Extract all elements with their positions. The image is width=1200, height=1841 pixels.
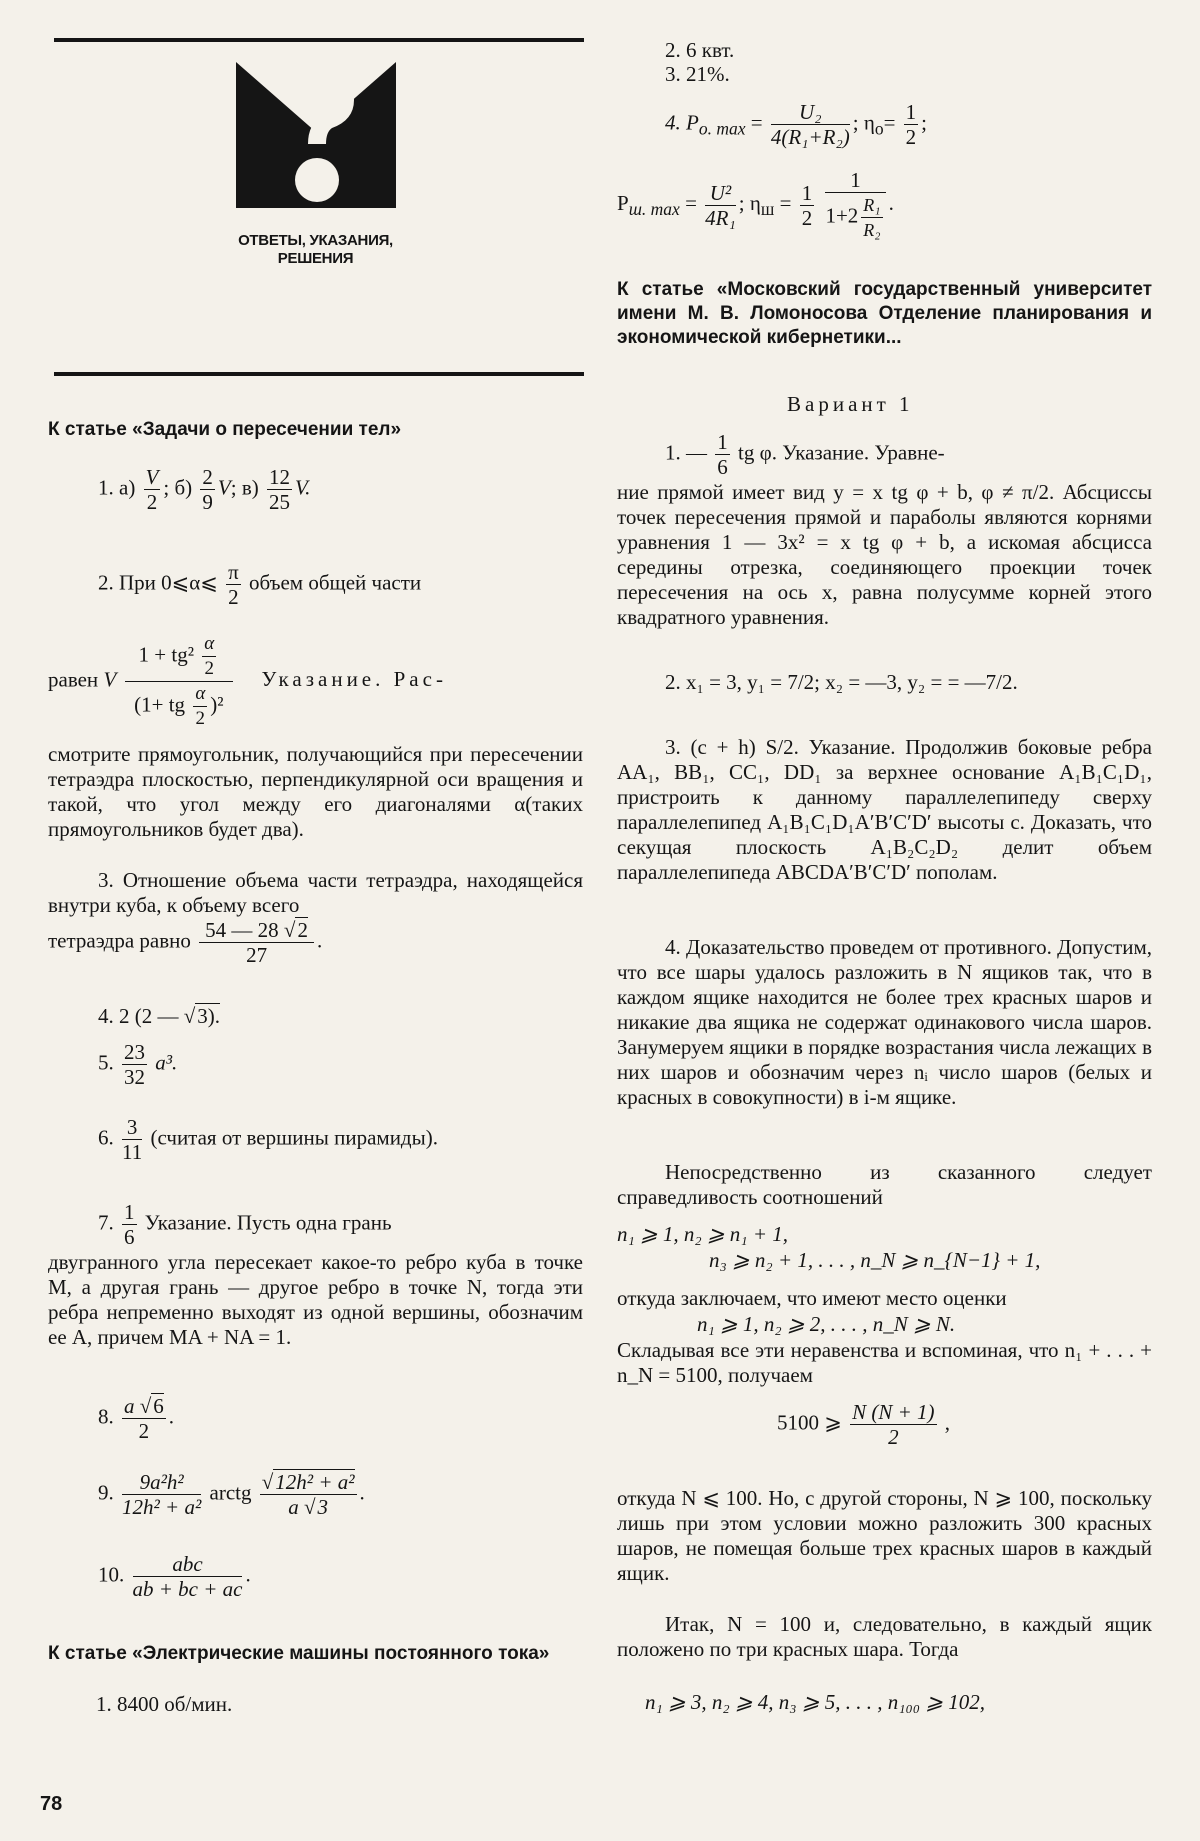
main-inequality: [777, 1400, 1147, 1449]
section-logo: [48, 62, 583, 213]
fraction-num: 1: [717, 430, 728, 454]
answer-4-sqrt: 3).: [197, 1004, 221, 1028]
fraction-den: 27: [246, 943, 268, 967]
answer-7-num: 7.: [98, 1210, 114, 1235]
big-right: ,: [944, 1410, 951, 1435]
fraction-den: 4(R₁+R₂): [770, 125, 850, 149]
e5-eta: ; η: [738, 190, 761, 215]
answer-5-b: a³.: [155, 1050, 178, 1075]
answer-8-num: 8.: [98, 1404, 114, 1429]
fraction: [193, 682, 207, 731]
fraction-num: 1: [825, 168, 885, 193]
num-a: 54 — 28: [205, 918, 279, 942]
fraction-num: π: [228, 560, 239, 584]
fraction: [122, 1200, 137, 1249]
fraction: [260, 1470, 357, 1519]
top-rule-left: [54, 38, 584, 42]
electric-answer-2: 2. 6 квт.: [665, 38, 735, 62]
e5-eta-sub: ш: [760, 199, 775, 219]
v1-a: 1. —: [665, 440, 707, 465]
variant-answer-4-b: Непосредственно из сказанного следует справедливость соотношений: [617, 1160, 1152, 1209]
inequality-3: n₁ ⩾ 1, n₂ ⩾ 2, . . . , n_N ⩾ N.: [697, 1312, 956, 1336]
answer-1-v2: V.: [295, 475, 311, 500]
fraction-num: U₂: [771, 100, 850, 125]
answer-3-formula: тетраэдра равно $\frac{54 — 28 √2}{27}$ .: [48, 918, 323, 967]
fraction-num: 1: [905, 100, 917, 124]
answer-2-ravno: равен: [48, 667, 99, 692]
e5-p: P: [617, 190, 629, 215]
fraction-num: 3: [122, 1115, 142, 1140]
big-fraction-den: [125, 682, 234, 731]
inequality-2: n₃ ⩾ n₂ + 1, . . . , n_N ⩾ n_{N−1} + 1,: [709, 1248, 1041, 1272]
fraction-den: 2: [204, 658, 214, 679]
fraction-den: 25: [269, 490, 290, 514]
section-rule-left: [54, 372, 584, 376]
fraction-den: 2: [801, 205, 813, 230]
variant-answer-4: 4. Доказательство проведем от противного. Допустим, что все шары удалось разложить в N ящиков так, что в каждом ящике находится не более трех красных шаров и никакие два ящика не содержат одинакового числа шаров. Занумеруем ящики в порядке возрастания числа лежащих в них шаров и обозначим через nᵢ число шаров (белых и красных в совокупности) в i-м ящике.: [617, 935, 1152, 1109]
section-title-msu: К статье «Московский государственный университет имени М. В. Ломоносова Отделение планирования и экономической кибернетики...: [617, 279, 1152, 348]
fraction: [122, 1040, 147, 1089]
fraction-num: 54 — 28 √2: [199, 918, 314, 943]
variant-answer-4-d: Складывая все эти неравенства и вспоминая, что n₁ + . . . + n_N = 5100, получаем: [617, 1338, 1152, 1387]
answer-7-body: двугранного угла пересекает какое-то ребро куба в точке M, а другая грань — другое ребро в точке N, тогда эти ребра непременно выходят из одной вершины, обозначим ее A, причем MA + NA = 1.: [48, 1250, 583, 1349]
section-title-intersections: К статье «Задачи о пересечении тел»: [48, 419, 402, 440]
answer-2-formula: [48, 632, 583, 731]
fraction-num: 1: [801, 180, 813, 205]
variant-answer-2: 2. x₁ = 3, y₁ = 7/2; x₂ = —3, y₂ = = —7/2.: [665, 670, 1018, 694]
fraction: [267, 465, 292, 514]
fraction: [705, 181, 736, 230]
answer-7-b: Указание. Пусть одна грань: [144, 1210, 392, 1235]
fraction: [771, 100, 850, 149]
e4-sub: o. max: [698, 118, 746, 139]
fraction: [122, 1394, 166, 1443]
answer-6-num: 6.: [98, 1125, 114, 1150]
answer-3-left: тетраэдра равно: [48, 928, 191, 953]
fraction: [122, 1470, 201, 1519]
answer-7: [98, 1200, 583, 1249]
fraction-den: 2: [138, 1419, 150, 1443]
fraction: [800, 181, 815, 230]
fraction-den: 32: [124, 1065, 145, 1089]
question-mark-logo-icon: [236, 62, 396, 208]
inequality-4: n₁ ⩾ 3, n₂ ⩾ 4, n₃ ⩾ 5, . . . , n₁₀₀ ⩾ 102,: [645, 1690, 985, 1714]
num-sqrt: 2: [297, 918, 308, 942]
fraction-num: α: [202, 632, 216, 657]
den-a: a: [288, 1495, 299, 1519]
answer-1-c: ; в): [230, 475, 259, 500]
answer-5-num: 5.: [98, 1050, 114, 1075]
variant-answer-4-c: откуда заключаем, что имеют место оценки: [617, 1286, 1007, 1310]
fraction: [715, 430, 730, 479]
answer-4: 4. 2 (2 — √3).: [98, 1004, 221, 1028]
num-a: a: [124, 1394, 135, 1418]
fraction-num: R₁: [861, 193, 882, 218]
electric-answer-1: 1. 8400 об/мин.: [96, 1692, 233, 1716]
variant-answer-1-body: ние прямой имеет вид y = x tg φ + b, φ ≠ π/2. Абсциссы точек пересечения прямой и параболы являются корнями уравнения 1 — 3x² = x tg φ + b, а искомая абсцисса середины отрезка, соединяющего проекции точек пересечения на ось x, равна полусумме корней этого квадратного уравнения.: [617, 480, 1152, 629]
answer-4-a: 4. 2 (2 —: [98, 1004, 179, 1028]
num-sqrt: 6: [153, 1394, 164, 1418]
answer-2-v: V: [103, 667, 117, 692]
answer-2-start: 2. При 0⩽α⩽: [98, 570, 218, 595]
electric-answer-5: $P_{ш. max}$ = $\frac{\text{U²}}{\text{4R₁}}$ ; $\eta_ш$ = $\frac{1}{2}$ 1 1+2 $\frac{\text{R₁}}{\text{R₂}}$ .: [617, 168, 894, 240]
fraction: [144, 465, 161, 514]
fraction: [850, 1400, 936, 1449]
fraction: [226, 560, 241, 609]
fraction: [122, 1115, 142, 1164]
fraction-num: V: [145, 465, 159, 489]
fraction-den: a √3: [288, 1495, 329, 1519]
answer-8: 8. $\frac{a √6}{2}$ .: [98, 1394, 175, 1443]
num-sqrt: 12h² + a²: [275, 1470, 355, 1494]
e4-eta: ; η: [852, 110, 875, 135]
num-tg: 1 + tg²: [138, 642, 194, 667]
electric-answer-4: 4. $P_{o. max}$ = $\frac{\text{U₂}}{\text{4(R₁+R₂)}}$ ; $\eta_o=$ $\frac{1}{2}$ ;: [665, 100, 928, 149]
fraction: [133, 1552, 243, 1601]
den-end: )²: [210, 692, 224, 717]
fraction-num: abc: [133, 1552, 243, 1577]
variant-heading: Вариант 1: [787, 392, 914, 416]
fraction-num: a √6: [124, 1394, 164, 1418]
fraction-den: 11: [122, 1140, 143, 1164]
den-start: (1+ tg: [134, 692, 186, 717]
answer-2-body: смотрите прямоугольник, получающийся при пересечении тетраэдра плоскостью, перпендикулярной оси вращения и такой, что угол между его диагоналями α(таких прямоугольников будет два).: [48, 742, 583, 841]
logo-caption-line2: РЕШЕНИЯ: [277, 250, 354, 267]
den-sqrt: 3: [317, 1495, 329, 1519]
fraction-num: √12h² + a²: [261, 1470, 355, 1494]
answer-10: 10. abc ab + bc + ac .: [98, 1552, 251, 1601]
answer-1: [98, 465, 578, 514]
fraction-den: 2: [888, 1425, 899, 1449]
variant-answer-4-f: Итак, N = 100 и, следовательно, в каждый ящик положено по три красных шара. Тогда: [617, 1612, 1152, 1661]
fraction-den: 2: [228, 585, 239, 609]
big-left: 5100 ⩾: [777, 1410, 842, 1435]
answer-2-cont: объем общей части: [248, 570, 422, 595]
fraction-den: 2: [146, 490, 158, 514]
fraction-den: 9: [202, 490, 213, 514]
answer-2-line1: [98, 560, 583, 609]
fraction-den: 12h² + a²: [122, 1495, 202, 1519]
e5-sub: ш. max: [628, 199, 680, 219]
fraction-den: 6: [124, 1225, 135, 1249]
den-a: 1+2: [825, 203, 859, 228]
fraction-num: 2: [202, 465, 213, 489]
fraction-den: 4R₁: [705, 205, 736, 230]
section-title-electric: К статье «Электрические машины постоянного тока»: [48, 1643, 550, 1664]
fraction: [904, 100, 919, 149]
answer-9-arctg: arctg: [209, 1480, 252, 1505]
answer-9-num: 9.: [98, 1480, 114, 1505]
fraction-num: U²: [705, 181, 736, 206]
answer-6-b: (считая от вершины пирамиды).: [150, 1125, 438, 1150]
fraction-num: 9a²h²: [122, 1470, 201, 1495]
fraction-den: ab + bc + ac: [132, 1577, 243, 1601]
v1-b: tg φ. Указание. Уравне-: [738, 440, 945, 465]
fraction-num: 23: [124, 1040, 145, 1064]
fraction-num: α: [193, 682, 207, 707]
fraction-den: 6: [717, 455, 728, 479]
answer-10-num: 10.: [98, 1562, 125, 1587]
fraction: [861, 193, 882, 242]
fraction-den: 2: [195, 708, 206, 729]
logo-caption-line1: ОТВЕТЫ, УКАЗАНИЯ,: [238, 232, 393, 249]
answer-5: [98, 1040, 578, 1089]
fraction-den: 2: [905, 125, 917, 149]
variant-answer-1: [665, 430, 1152, 479]
electric-answer-3: 3. 21%.: [665, 62, 730, 86]
answer-1-v: V: [217, 475, 231, 500]
fraction-num: N (N + 1): [852, 1400, 935, 1424]
fraction: [202, 632, 216, 681]
logo-caption: [48, 232, 583, 268]
fraction: [200, 465, 215, 514]
inequality-1: n₁ ⩾ 1, n₂ ⩾ n₁ + 1,: [617, 1222, 789, 1246]
e4-eta-sub: o: [874, 118, 884, 139]
big-fraction: [125, 632, 234, 731]
answer-2-hint: Указание. Рас-: [261, 667, 447, 692]
e4-p: 4. P: [665, 110, 699, 135]
answer-1-num: 1.: [98, 475, 114, 500]
answer-3-text: 3. Отношение объема части тетраэдра, находящейся внутри куба, к объему всего: [48, 868, 583, 917]
fraction-den: R₂: [863, 220, 881, 240]
fraction-num: 12: [269, 465, 290, 489]
fraction: [199, 918, 314, 967]
variant-answer-4-e: откуда N ⩽ 100. Но, с другой стороны, N ⩾ 100, поскольку лишь при этом условии можно разложить 300 красных шаров, не помещая больше трех красных шаров в каждый ящик.: [617, 1486, 1152, 1585]
fraction-den: [825, 193, 885, 242]
answer-1-a: а): [119, 475, 136, 500]
big-fraction-num: [125, 632, 234, 682]
variant-answer-3: 3. (c + h) S/2. Указание. Продолжив боковые ребра AA₁, BB₁, CC₁, DD₁ за верхнее основание A₁B₁C₁D₁, пристроить к данному параллелепипеду сверху параллелепипед A₁B₁C₁D₁A′B′C′D′ высоты c. Доказать, что секущая плоскость A₁B₂C₂D₂ делит объем параллелепипеда ABCDA′B′C′D′ пополам.: [617, 735, 1152, 884]
fraction-num: 1: [124, 1200, 135, 1224]
fraction: [825, 168, 885, 242]
page-number: 78: [40, 1793, 63, 1815]
answer-9: 9. $\frac{\text{9a²h²}}{\text{12h² + a²}}$ arctg $\frac{\text{√12h² + a²}}{a √3}$ .: [98, 1470, 365, 1519]
answer-1-b: ; б): [163, 475, 193, 500]
answer-6: [98, 1115, 588, 1164]
